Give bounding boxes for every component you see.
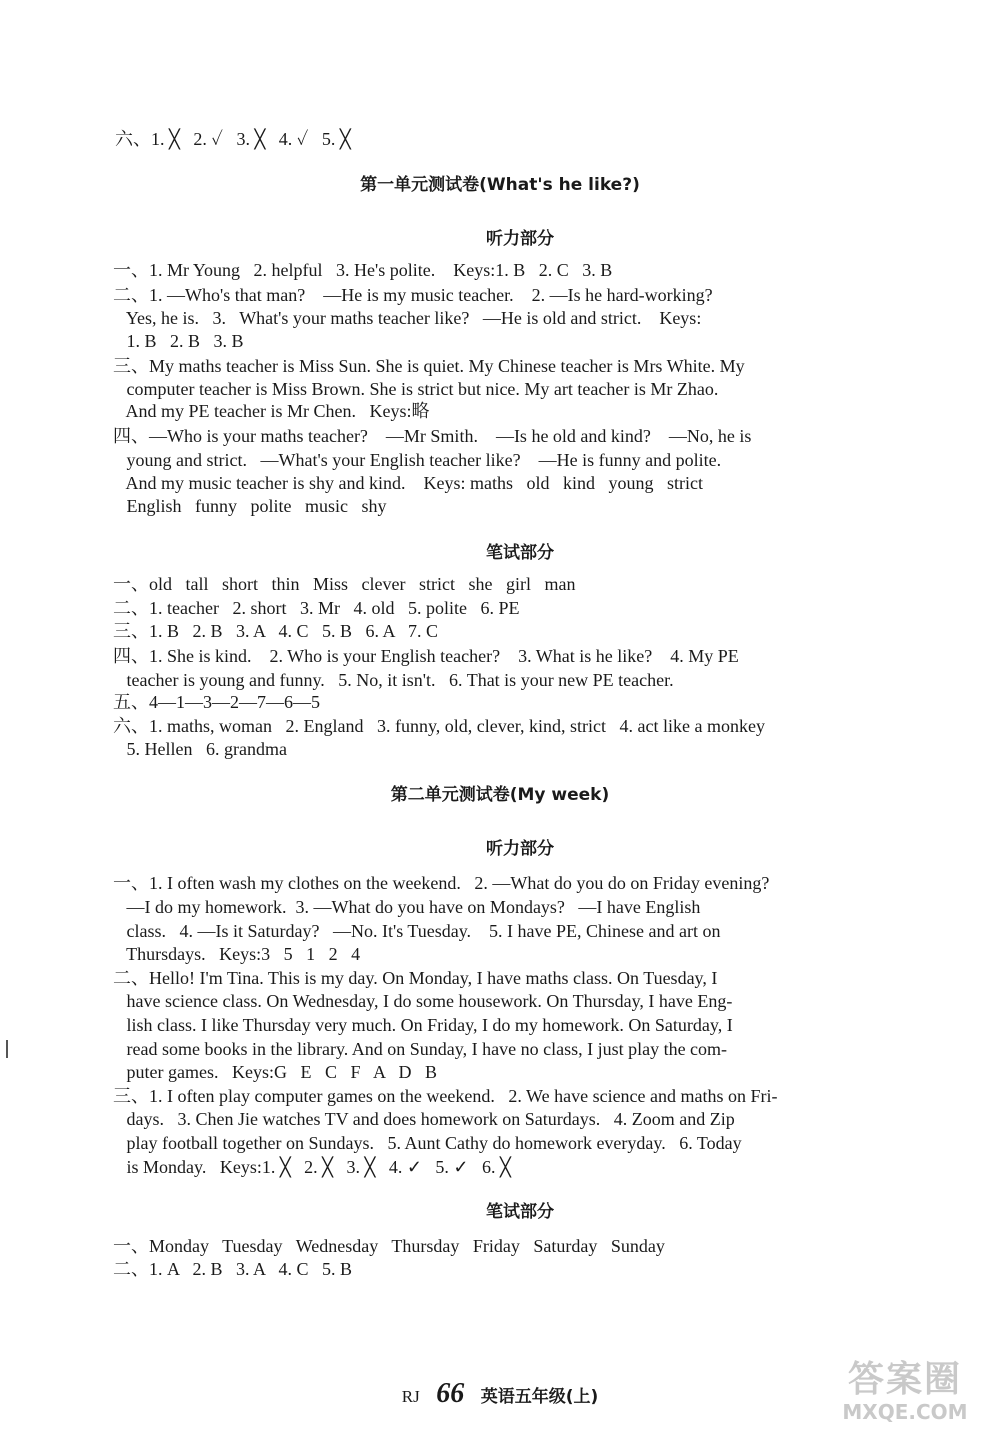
- unit2-listening-heading: 听力部分: [486, 839, 554, 859]
- unit2-title: 第二单元测试卷(My week): [390, 785, 610, 805]
- unit2-listening-line: play football together on Sundays. 5. Aunt Cathy do homework everyday. 6. Today: [113, 1133, 742, 1153]
- margin-mark: [6, 1040, 8, 1058]
- unit2-listening-line: 二、Hello! I'm Tina. This is my day. On Monday, I have maths class. On Tuesday, I: [113, 968, 718, 988]
- unit1-writing-line: 三、1. B 2. B 3. A 4. C 5. B 6. A 7. C: [113, 621, 439, 641]
- unit1-listening-line: And my music teacher is shy and kind. Keys: maths old kind young strict: [113, 473, 703, 493]
- unit1-writing-line: 六、1. maths, woman 2. England 3. funny, old, clever, kind, strict 4. act like a monkey: [113, 716, 765, 736]
- unit2-listening-line: —I do my homework. 3. —What do you have on Mondays? —I have English: [113, 897, 701, 917]
- unit1-listening-line: young and strict. —What's your English teacher like? —He is funny and polite.: [113, 450, 722, 470]
- watermark-logo: [820, 1360, 990, 1428]
- unit1-listening-line: 三、My maths teacher is Miss Sun. She is quiet. My Chinese teacher is Mrs White. My: [113, 356, 745, 376]
- unit1-listening-line: English funny polite music shy: [113, 496, 387, 516]
- unit2-listening-line: days. 3. Chen Jie watches TV and does homework on Saturdays. 4. Zoom and Zip: [113, 1109, 735, 1129]
- unit1-writing-line: 一、old tall short thin Miss clever strict she girl man: [113, 574, 576, 594]
- unit1-writing-line: teacher is young and funny. 5. No, it isn't. 6. That is your new PE teacher.: [113, 670, 674, 690]
- watermark-logo-text: 答案圈: [847, 1359, 962, 1400]
- unit2-listening-line: puter games. Keys:G E C F A D B: [113, 1062, 437, 1082]
- unit1-writing-line: 5. Hellen 6. grandma: [113, 739, 287, 759]
- unit1-writing-line: 四、1. She is kind. 2. Who is your English teacher? 3. What is he like? 4. My PE: [113, 646, 739, 666]
- unit1-writing-line: 五、4—1—3—2—7—6—5: [113, 692, 320, 712]
- unit1-listening-line: 二、1. —Who's that man? —He is my music teacher. 2. —Is he hard-working?: [113, 285, 713, 305]
- unit1-listening-line: 1. B 2. B 3. B: [113, 331, 244, 351]
- unit1-writing-heading: 笔试部分: [486, 543, 554, 563]
- grade-label: 英语五年级(上): [480, 1387, 599, 1407]
- unit2-listening-line: 三、1. I often play computer games on the weekend. 2. We have science and maths on Fri-: [113, 1086, 778, 1106]
- unit1-title: 第一单元测试卷(What's he like?): [360, 175, 640, 195]
- page-number: 66: [436, 1378, 465, 1409]
- unit1-listening-heading: 听力部分: [486, 229, 554, 249]
- unit1-listening-line: 一、1. Mr Young 2. helpful 3. He's polite. Keys:1. B 2. C 3. B: [113, 260, 613, 280]
- unit1-listening-line: And my PE teacher is Mr Chen. Keys:略: [113, 401, 430, 421]
- unit2-listening-line: have science class. On Wednesday, I do some housework. On Thursday, I have Eng-: [113, 991, 733, 1011]
- unit1-listening-line: computer teacher is Miss Brown. She is strict but nice. My art teacher is Mr Zhao.: [113, 379, 719, 399]
- edition-code: RJ: [401, 1387, 420, 1406]
- unit2-writing-line: 一、Monday Tuesday Wednesday Thursday Friday Saturday Sunday: [113, 1236, 665, 1256]
- unit1-writing-line: 二、1. teacher 2. short 3. Mr 4. old 5. polite 6. PE: [113, 598, 520, 618]
- unit2-listening-line: read some books in the library. And on Sunday, I have no class, I just play the com-: [113, 1039, 728, 1059]
- unit2-listening-line: 一、1. I often wash my clothes on the weekend. 2. —What do you do on Friday evening?: [113, 873, 770, 893]
- unit2-writing-heading: 笔试部分: [486, 1202, 554, 1222]
- unit1-listening-line: 四、—Who is your maths teacher? —Mr Smith. —Is he old and kind? —No, he is: [113, 426, 752, 446]
- unit2-writing-line: 二、1. A 2. B 3. A 4. C 5. B: [113, 1259, 353, 1279]
- watermark-site: MXQE.COM: [842, 1400, 968, 1424]
- top-answer-line: 六、1. ╳ 2. ✓ 3. ╳ 4. ✓ 5. ╳: [115, 129, 351, 149]
- unit1-listening-line: Yes, he is. 3. What's your maths teacher like? —He is old and strict. Keys:: [113, 308, 702, 328]
- unit2-listening-line: Thursdays. Keys:3 5 1 2 4: [113, 944, 361, 964]
- unit2-listening-line: lish class. I like Thursday very much. On Friday, I do my homework. On Saturday, I: [113, 1015, 733, 1035]
- unit2-listening-line: class. 4. —Is it Saturday? —No. It's Tuesday. 5. I have PE, Chinese and art on: [113, 921, 721, 941]
- unit2-listening-line: is Monday. Keys:1. ╳ 2. ╳ 3. ╳ 4. ✓ 5. ✓ 6. ╳: [113, 1157, 511, 1177]
